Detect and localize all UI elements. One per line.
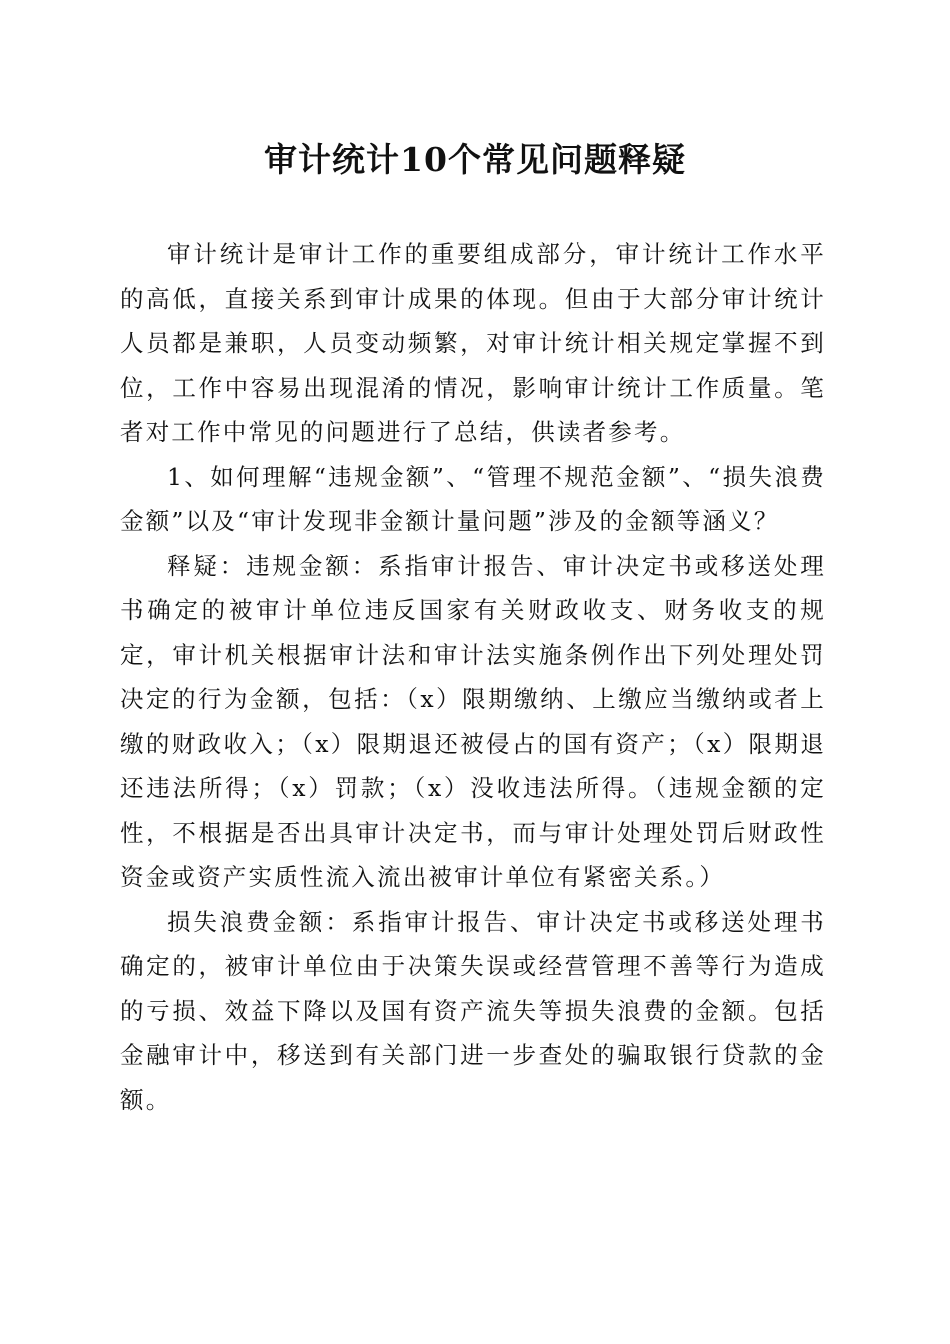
document-title: 审计统计10个常见问题释疑 [264,140,686,179]
paragraph-intro: 审计统计是审计工作的重要组成部分，审计统计工作水平的高低，直接关系到审计成果的体现。但由于大部分审计统计人员都是兼职，人员变动频繁，对审计统计相关规定掌握不到位，工作中容易出现混淆的情况，影响审计统计工作质量。笔者对工作中常见的问题进行了总结，供读者参考。 [120,240,826,446]
paragraph-question-1: 1、如何理解“违规金额”、“管理不规范金额”、“损失浪费金额”以及“审计发现非金额计量问题”涉及的金额等涵义？ [120,462,826,535]
paragraph-answer-violation-amount: 释疑：违规金额：系指审计报告、审计决定书或移送处理书确定的被审计单位违反国家有关财政收支、财务收支的规定，审计机关根据审计法和审计法实施条例作出下列处理处罚决定的行为金额，包括：（x）限期缴纳、上缴应当缴纳或者上缴的财政收入；（x）限期退还被侵占的国有资产；（x）限期退还违法所得；（x）罚款；（x）没收违法所得。（违规金额的定性，不根据是否出具审计决定书，而与审计处理处罚后财政性资金或资产实质性流入流出被审计单位有紧密关系。） [120,551,826,891]
paragraph-answer-loss-amount: 损失浪费金额：系指审计报告、审计决定书或移送处理书确定的，被审计单位由于决策失误或经营管理不善等行为造成的亏损、效益下降以及国有资产流失等损失浪费的金额。包括金融审计中，移送到有关部门进一步查处的骗取银行贷款的金额。 [120,907,826,1114]
document-body [120,232,826,1122]
